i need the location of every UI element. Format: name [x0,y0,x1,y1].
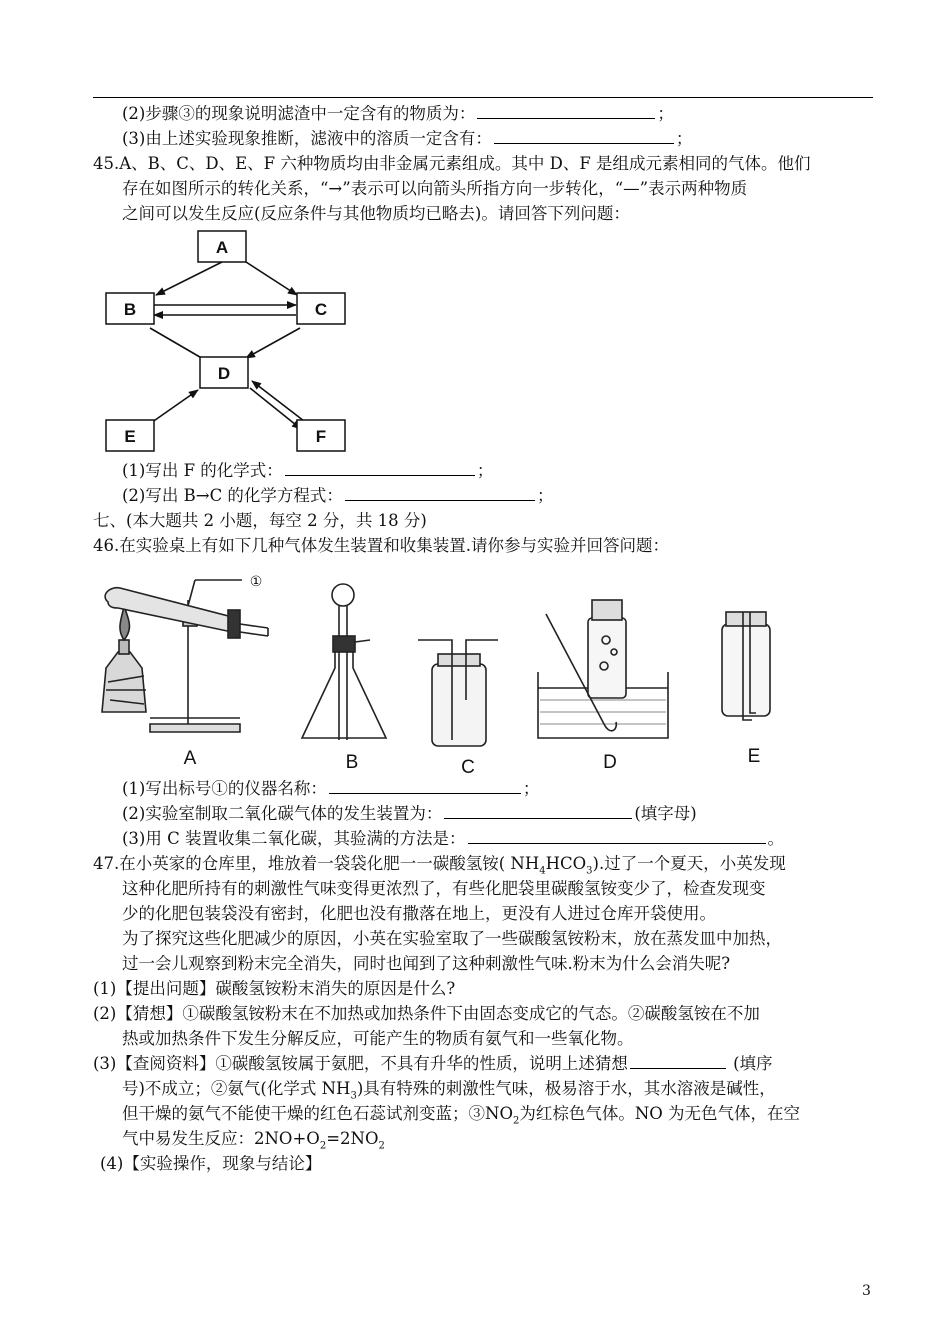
q47-text: HCO [545,854,587,873]
q45-part1-end: ； [476,461,494,480]
apparatus-label-a: A [183,748,197,769]
q47-text: 但干燥的氨气不能使干燥的红色石蕊试剂变蓝；③NO [122,1104,513,1123]
arrow-e-to-d [148,390,198,425]
q46-part3-end: 。 [767,829,784,848]
apparatus-label-d: D [603,752,617,773]
apparatus-marker-1: ① [249,573,263,589]
node-label-b: B [123,300,137,319]
q44-part2-text: (2)步骤③的现象说明滤渣中一定含有的物质为： [122,104,476,123]
answer-blank[interactable] [630,1053,726,1069]
q47-subscript: 4 [539,865,546,877]
q47-step4: (4)【实验操作，现象与结论】 [100,1154,322,1173]
apparatus-c-illustration [418,640,498,746]
q45-part2-text: (2)写出 B→C 的化学方程式： [122,486,343,505]
answer-blank[interactable] [345,485,535,501]
q46-part1 [122,778,539,800]
apparatus-label-c: C [461,757,475,778]
q46-part2-end: (填字母) [634,804,697,823]
q45-part1 [122,460,493,482]
q46-part2-text: (2)实验室制取二氧化碳气体的发生装置为： [122,804,443,823]
q47-text: =2NO [326,1129,379,1148]
q47-text: )具有特殊的刺激性气味，极易溶于水，其水溶液是碱性， [356,1079,776,1098]
apparatus-label-b: B [345,752,359,773]
arrow-a-to-b [156,262,222,295]
q47-stem-line2: 这种化肥所持有的刺激性气味变得更浓烈了，有些化肥袋里碳酸氢铵变少了，检查发现变 [122,879,766,898]
q46-part1-text: (1)写出标号①的仪器名称： [122,779,327,798]
q47-text: (3)【查阅资料】①碳酸氢铵属于氨肥，不具有升华的性质，说明上述猜想 [93,1054,628,1073]
q47-text: ).过了一个夏天，小英发现 [592,854,786,873]
arrow-d-to-f [250,388,301,429]
q47-subscript: 2 [319,1140,327,1152]
node-label-a: A [215,238,229,257]
arrow-a-to-c [246,262,297,295]
q47-text: 气中易发生反应：2NO+O [122,1129,320,1148]
q47-stem-line3: 少的化肥包装袋没有密封，化肥也没有撒落在地上，更没有人进过仓库开袋使用。 [122,904,716,923]
q46-stem: 46.在实验桌上有如下几种气体发生装置和收集装置.请你参与实验并回答问题： [93,536,669,555]
q47-subscript: 3 [350,1090,357,1102]
node-label-c: C [314,300,328,319]
q44-part3-text: (3)由上述实验现象推断，滤液中的溶质一定含有： [122,129,492,148]
node-label-f: F [315,427,327,446]
arrow-c-to-d [246,328,300,358]
q47-text: (填序 [727,1054,773,1073]
q47-text: 为红棕色气体。NO 为无色气体，在空 [519,1104,801,1123]
apparatus-d-illustration [538,600,668,738]
answer-blank[interactable] [444,803,632,819]
q47-step1: (1)【提出问题】碳酸氢铵粉末消失的原因是什么? [93,979,456,998]
apparatus-label-e: E [747,746,761,767]
q45-part2 [122,485,553,507]
apparatus-a-illustration [102,580,268,732]
answer-blank[interactable] [329,778,521,794]
section-7-heading: 七、(本大题共 2 小题，每空 2 分，共 18 分) [93,511,427,530]
q47-stem-line4: 为了探究这些化肥减少的原因，小英在实验室取了一些碳酸氢铵粉末，放在蒸发皿中加热， [122,929,782,948]
q47-subscript: 2 [378,1140,385,1152]
q45-part1-text: (1)写出 F 的化学式： [122,461,283,480]
q46-part2 [122,803,697,825]
line-b-d-reaction [150,328,205,360]
q47-step2-line2: 热或加热条件下发生分解反应，可能产生的物质有氨气和一些氧化物。 [122,1029,634,1048]
node-label-d: D [217,364,231,383]
q45-stem-line3: 之间可以发生反应(反应条件与其他物质均已略去)。请回答下列问题： [122,204,630,223]
q45-stem-line2: 存在如图所示的转化关系，“→”表示可以向箭头所指方向一步转化，“—”表示两种物质 [122,179,748,198]
apparatus-e-illustration [722,612,770,720]
q45-part2-end: ； [536,486,554,505]
apparatus-b-illustration [302,584,386,740]
answer-blank[interactable] [285,460,475,476]
q46-part1-end: ； [522,779,540,798]
q46-part3-text: (3)用 C 装置收集二氧化碳，其验满的方法是： [122,829,466,848]
arrow-f-to-d [252,381,304,421]
q47-step2-line1: (2)【猜想】①碳酸氢铵粉末在不加热或加热条件下由固态变成它的气态。②碳酸氢铵在不加 [93,1004,760,1023]
q47-text: 47.在小英家的仓库里，堆放着一袋袋化肥一一碳酸氢铵( NH [93,854,540,873]
q46-part3 [122,828,784,850]
q47-step3-line1 [93,1053,773,1075]
page-number: 3 [862,1283,871,1299]
q45-stem-line1: 45.A、B、C、D、E、F 六种物质均由非金属元素组成。其中 D、F 是组成元素相同的气体。他们 [93,154,811,173]
q44-part3-end: ； [675,129,693,148]
q44-part2-end: ； [657,104,674,123]
node-label-e: E [124,427,136,446]
q47-stem-line5: 过一会儿观察到粉末完全消失，同时也闻到了这种刺激性气味.粉末为什么会消失呢? [122,954,731,973]
q47-text: 号)不成立；②氨气(化学式 NH [122,1079,351,1098]
q47-subscript: 3 [586,865,593,877]
answer-blank[interactable] [468,828,766,844]
q47-subscript: 2 [512,1115,520,1127]
